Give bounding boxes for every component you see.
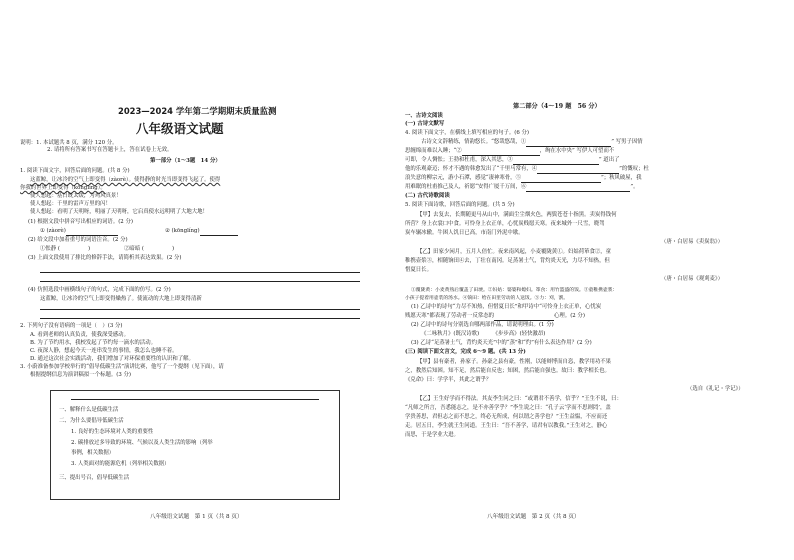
option: D. 通过这次社会实践活动，我们增加了对环保重要性的认识和了解。	[30, 356, 194, 362]
classical-text-line: “凡师之所言，吾悉能志之，是不亦善学乎？”李生说之曰：“孔子云‘学而不思则罔’，盖	[405, 405, 611, 411]
footnote: 小孩子提着用壶装的汤水。④饷田：给在田里劳动的人送饭。⑤力：刈，割。	[405, 296, 569, 301]
passage-line: 使人想起：千里的雷声万里的闪！	[30, 201, 111, 207]
passage-line: 使人想起：看明了天明呀，明丽了天明呀，它启真使水远明明了大地大地！	[30, 209, 208, 215]
classical-text-line: 之，教然后知困。知不足，然后能自反也；知困，然后能自强也。故曰：教学相长也。	[405, 368, 610, 374]
poem-source: （唐・白居易《卖炭翁》）	[661, 239, 723, 245]
poem-line: 【乙】田家少闲月，五月人倍忙。夜来南风起，小麦覆陇黄①。妇姑荷箪食②，童	[417, 249, 612, 255]
answer-blank	[200, 229, 238, 236]
subsection-heading: (一) 古诗文默写	[405, 121, 445, 127]
page-footer: 八年级语文试题 第 1 页（共 8 页）	[150, 514, 243, 520]
option: B. 为了节约用水，我校发起了节约每一滴水的活动。	[30, 340, 156, 346]
question-5-sub1: (1) 乙诗中的诗句“力尽不知热，但惜夏日长”和甲诗中“可怜身上衣正单，心忧炭	[411, 304, 602, 310]
footnote: ①覆陇黄：小麦黄熟后覆盖了田埂。②妇姑：婆婆和媳妇。箪食：用竹篮盛的饭。③童稚携壶浆：	[411, 288, 618, 293]
exam-page-2	[397, 0, 794, 560]
section-heading: 一、古诗文阅读	[405, 113, 443, 119]
passage-line: 你我的世界上即变得（kōnglíng）。	[20, 185, 106, 191]
fill-line: 他的乐观豪迈；怀才不遇的韩愈发出了“千里马常有，④ ”的慨叹；杜	[405, 166, 649, 172]
classical-text-line: 走。居五日，李生就王生问道。王生曰：“吾不善学，请君有以教我。”王生对之，静心	[405, 423, 608, 429]
classical-text-source: （选自《礼记・学记》）	[687, 386, 744, 392]
option: A. 看到老师的认真负责，使我深受感动。	[30, 332, 129, 338]
classical-text-line: 【甲】县有豪者，孙家子。孙豪之县有豪，性刚，以能辩博而自恣，教学用功不果	[417, 359, 612, 365]
question-4-stem: 4. 阅读下面文字，在横线上填写相应的句子。(6 分)	[405, 130, 530, 136]
char-item: ②暗暗 ( )	[124, 246, 175, 252]
poem-line: 所营？身上衣裳口中食。可怜身上衣正单，心忧炭贱愿天寒。夜来城外一尺雪，晓驾	[405, 221, 605, 227]
classical-text-line: 【乙】王生好学而不得法。其友李生问之曰：“或谓君不善学，信乎？”王生不说，曰：	[417, 396, 622, 402]
poem-line: 稚携壶浆③，相随饷田④去，丁壮在南冈。足蒸暑土气，背灼炎天光，力尽不知热，但	[405, 258, 610, 264]
question-5-stem: 5. 阅读下面诗歌，回答后面的问题。(共 5 分)	[405, 202, 515, 208]
poem-line: 【甲】去复去，长期随更马从山中，满面尘尘烟火色，两鬓苍苍十指黑。卖炭得钱何	[417, 212, 617, 218]
subsection-heading: (二) 古代诗歌阅读	[405, 193, 450, 199]
question-1-sub2: (2) 给文段中加着重号的词语注音。(2 分)	[28, 237, 128, 243]
passage-line: 这蓝鲸，让冰冷的空气上即变得（zàorè）。使得静的时光当即变得飞起了。使得	[30, 177, 221, 183]
poem-line: 惜夏日长。	[405, 267, 432, 273]
title-blank-line	[71, 399, 319, 400]
question-2-stem: 2. 下列句子没有语病的一项是（ ）(3 分)	[20, 323, 123, 329]
answer-line	[40, 309, 360, 310]
fill-line: 可即，令人惆怅；王勃和杜甫，深入其思，③ ” 道出了	[405, 157, 620, 163]
option: C. 夜深人静，想起今天一连串发生的事情，我怎么也睡不着。	[30, 348, 178, 354]
exam-main-title: 八年级语文试题	[136, 121, 224, 136]
pinyin-item: ① (zàorè)	[40, 228, 118, 236]
answer-blank	[66, 229, 118, 236]
question-1-sub4: (4) 仿照选段中画横线句子的句式，完成下面的仿写。(2 分)	[28, 287, 171, 293]
part1-heading: 第一部分（1～3题 14 分）	[150, 158, 221, 164]
classical-text-line: 而思，于是学业大进。	[405, 432, 459, 438]
poem-line: 炭车辗冰辙。牛困人饥日已高，市南门外泥中歇。	[405, 230, 524, 236]
passage-line: 使人想起：基日既太缓，为鸡风真景！	[30, 193, 122, 199]
question-3-stem-cont: 根据提纲信息为演讲稿拟一个标题。(3 分)	[30, 372, 131, 378]
part2-heading: 第二部分（4～19 题 56 分）	[513, 103, 601, 110]
outline-item: 1. 良好的生态环境对人类的重要性	[71, 429, 154, 435]
question-3-stem: 3. 小蔚准备参加学校举行的“倡导低碳生活”演讲比赛，他写了一个提纲（见下面），请	[20, 364, 224, 370]
question-5-sub2-options: 《二咏秋月》(既汉诗歌) 《步步高》(轻快激昂)	[421, 331, 546, 337]
question-1-sub1: (1) 根据文段中拼音写出相应的词语。(2 分)	[28, 219, 133, 225]
answer-line	[40, 281, 360, 282]
answer-line	[40, 272, 360, 273]
outline-item: 二、为什么要倡导低碳生活	[59, 418, 124, 424]
exam-header-title: 2023—2024 学年第二学期期末质量监测	[118, 106, 277, 116]
question-1-sub3: (3) 上面文段使用了排比的修辞手法，请简析其表达效果。(2 分)	[28, 255, 182, 261]
question-5-sub3: (3) 乙诗“足蒸暑土气，背灼炎天光”中的“蒸”和“灼”有什么表达作用？(2 分)	[411, 340, 592, 346]
fill-line: 古诗文文辞精练，情韵悠长。“悠哉悠哉，① ” 写男子因情	[421, 139, 643, 145]
subsection-heading: (三) 阅读下面文言文，完成 6～9 题。(共 13 分)	[405, 349, 526, 355]
outline-item: 一、解释什么是低碳生活	[59, 407, 119, 413]
question-5-sub1-cont: 贱愿天寒”都表现了劳动者一反常态的 心理。(2 分)	[405, 313, 585, 319]
instruction-2: 2. 请将所有答案书写在答题卡上，答在试卷上无效。	[47, 147, 173, 153]
instruction-1: 说明：1. 本试题共 8 页，满分 120 分。	[20, 140, 118, 146]
fill-line: 思缠绵而难以入睡；“② ，绚在水中央” 写伊人可望而不	[405, 148, 615, 154]
answer-line	[40, 318, 360, 319]
question-5-sub2: (2) 乙诗中的诗句分别选自哪两部作品，请说明理由。(1 分)	[411, 322, 554, 328]
classical-text-line: 学贵善思，君但志之而不思之，终必无所成，何以谓之善学也？”王生益愠，不应而还	[405, 414, 608, 420]
outline-item: 3. 人类面对的能源危机（列举相关数据）	[71, 461, 170, 467]
outline-item: 2. 碳排放过多导致的环境、气候以及人类生活的影响（列举	[71, 440, 213, 446]
classical-text-line: 《兑命》曰：学学半，其此之谓乎？	[405, 377, 492, 383]
char-item: ①怅静 ( )	[40, 246, 91, 252]
imitation-sentence: 这蓝鲸，让冰冷的空气上即变得燥热了。使流动的大地上即变得清新	[40, 296, 202, 302]
page-footer: 八年级语文试题 第 2 页（共 8 页）	[487, 514, 580, 520]
pinyin-item: ② (kōnglíng)	[165, 228, 238, 236]
outline-box	[50, 390, 340, 500]
outline-item: 三、提出号召，倡导低碳生活	[59, 475, 130, 481]
question-1-stem: 1. 阅读下面文字，回答后面的问题。(共 8 分)	[20, 168, 130, 174]
outline-item: 事例，相关数据）	[71, 450, 115, 456]
fill-line: 用难眠的杜甫推己及人，祈愿“安得广厦千万间，⑥ ”。	[405, 184, 639, 190]
poem-source: （唐・白居易《观刈麦》）	[661, 276, 723, 282]
fill-line: 浪失意的柳宗元，游小石潭，感觉“凄神寒骨，⑤ ”；秋风破屋，我	[405, 175, 642, 181]
